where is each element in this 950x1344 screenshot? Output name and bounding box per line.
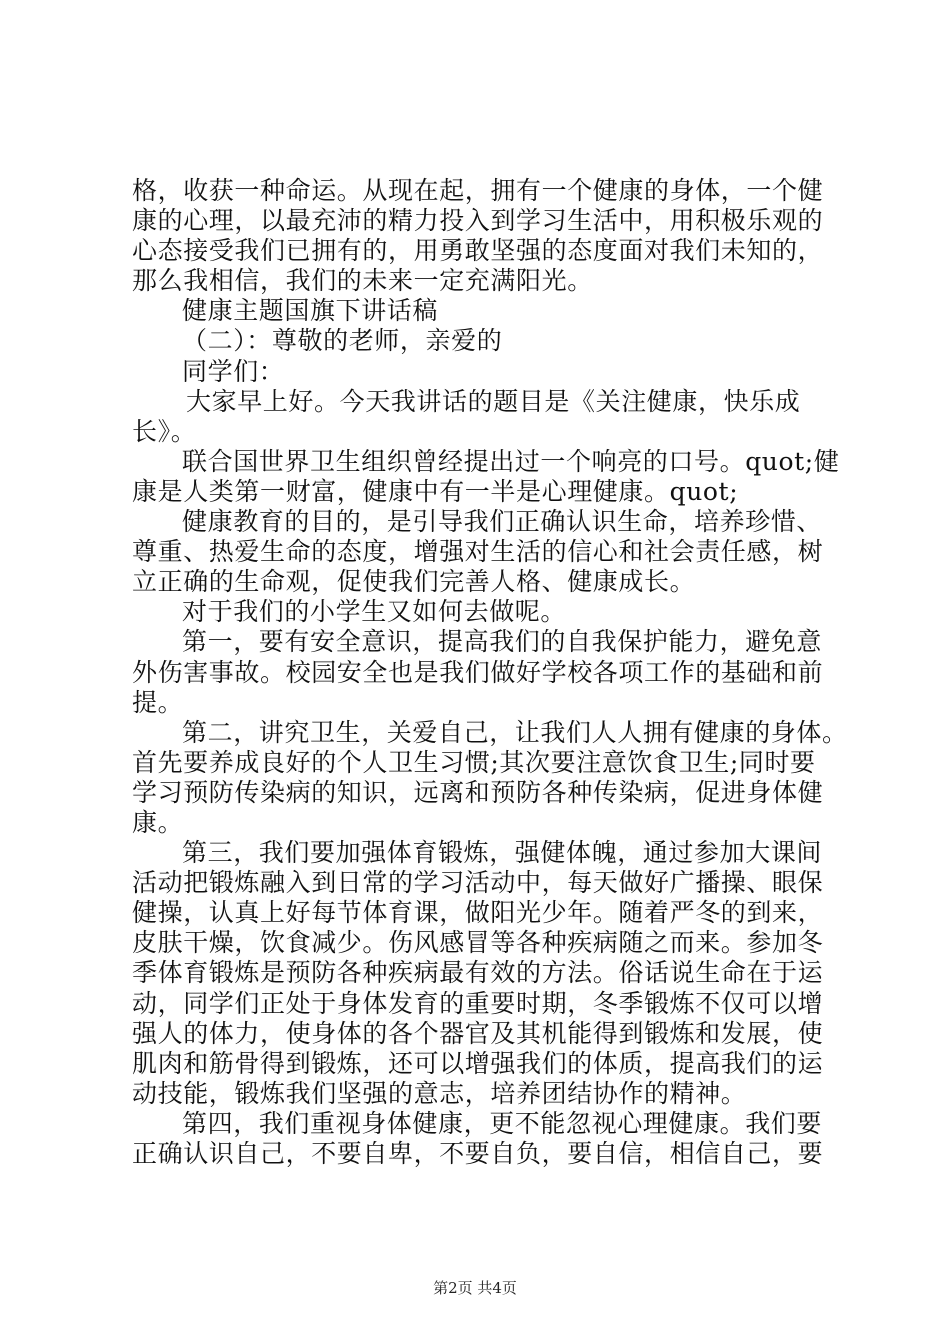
- text-line: 活动把锻炼融入到日常的学习活动中，每天做好广播操、眼保: [132, 868, 824, 898]
- text-line: 康的心理，以最充沛的精力投入到学习生活中，用积极乐观的: [132, 206, 824, 236]
- text-line: 健康教育的目的，是引导我们正确认识生命，培养珍惜、: [182, 507, 823, 537]
- text-line: 第三，我们要加强体育锻炼，强健体魄，通过参加大课间: [182, 838, 823, 868]
- text-line: 季体育锻炼是预防各种疾病最有效的方法。俗话说生命在于运: [132, 958, 824, 988]
- text-line: 动技能，锻炼我们坚强的意志，培养团结协作的精神。: [132, 1078, 747, 1108]
- text-line: 大家早上好。今天我讲话的题目是《关注健康，快乐成: [186, 386, 801, 416]
- text-line: 康是人类第一财富，健康中有一半是心理健康。quot;: [132, 476, 739, 506]
- text-line: 皮肤干燥，饮食减少。伤风感冒等各种疾病随之而来。参加冬: [132, 928, 824, 958]
- text-line: 格，收获一种命运。从现在起，拥有一个健康的身体，一个健: [132, 176, 824, 205]
- text-line: 联合国世界卫生组织曾经提出过一个响亮的口号。quot;健: [182, 446, 840, 476]
- text-line: 对于我们的小学生又如何去做呢。: [182, 597, 567, 627]
- text-line: 心态接受我们已拥有的，用勇敢坚强的态度面对我们未知的，: [132, 236, 824, 266]
- text-line: 尊重、热爱生命的态度，增强对生活的信心和社会责任感，树: [132, 537, 824, 567]
- text-line: 第二，讲究卫生，关爱自己，让我们人人拥有健康的身体。: [182, 717, 848, 747]
- text-line: 健操，认真上好每节体育课，做阳光少年。随着严冬的到来，: [132, 898, 824, 928]
- text-line: 学习预防传染病的知识，远离和预防各种传染病，促进身体健: [132, 777, 824, 807]
- text-line: 正确认识自己，不要自卑，不要自负，要自信，相信自己，要: [132, 1139, 824, 1168]
- text-line: （二）：尊敬的老师，亲爱的: [182, 326, 503, 356]
- text-line: 同学们：: [182, 356, 285, 386]
- text-line: 立正确的生命观，促使我们完善人格、健康成长。: [132, 567, 696, 597]
- text-line: 首先要养成良好的个人卫生习惯;其次要注意饮食卫生;同时要: [132, 747, 816, 777]
- text-line: 第四，我们重视身体健康，更不能忽视心理健康。我们要: [182, 1108, 823, 1138]
- text-line: 肌肉和筋骨得到锻炼，还可以增强我们的体质，提高我们的运: [132, 1048, 824, 1078]
- text-line: 康。: [132, 807, 184, 837]
- text-line: 第一，要有安全意识，提高我们的自我保护能力，避免意: [182, 627, 823, 657]
- page-footer: 第2页 共4页: [433, 1279, 517, 1297]
- text-line: 那么我相信，我们的未来一定充满阳光。: [132, 266, 593, 296]
- text-line: 动，同学们正处于身体发育的重要时期，冬季锻炼不仅可以增: [132, 988, 824, 1018]
- text-line: 强人的体力，使身体的各个器官及其机能得到锻炼和发展，使: [132, 1018, 824, 1048]
- text-line: 外伤害事故。校园安全也是我们做好学校各项工作的基础和前: [132, 657, 824, 687]
- text-line: 提。: [132, 687, 184, 717]
- document-body: [132, 176, 848, 1169]
- text-line: 健康主题国旗下讲话稿: [182, 296, 439, 326]
- text-line: 长》。: [132, 416, 197, 446]
